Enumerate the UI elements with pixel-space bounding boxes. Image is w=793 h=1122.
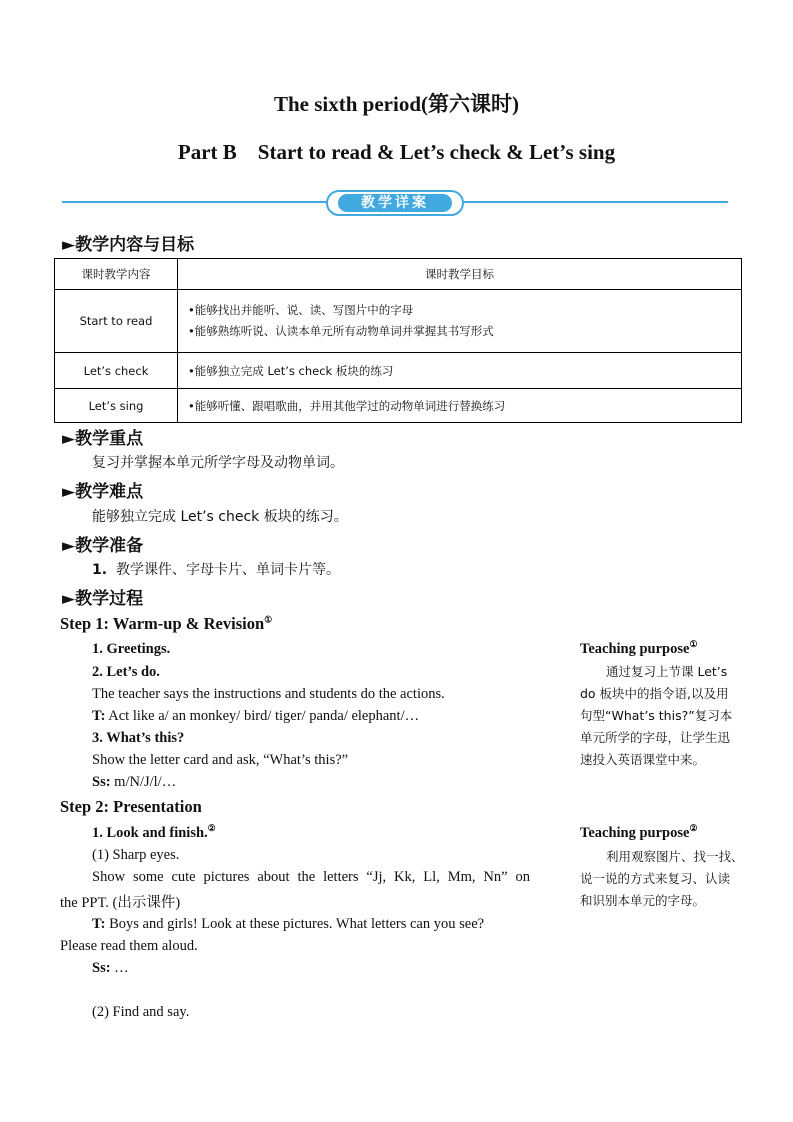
side-note-2-title [580, 823, 698, 842]
side-note-line: 利用观察图片、找一找、 [606, 849, 744, 864]
side-note-1-title [580, 639, 698, 658]
preparation-items: 教学课件、字母卡片、单词卡片等。 [115, 562, 340, 578]
speaker-text: Act like a/ an monkey/ bird/ tiger/ panda/ elephant/… [105, 708, 420, 724]
side-note-line: 速投入英语课堂中来。 [580, 752, 706, 767]
preparation-text [92, 559, 340, 579]
table-row [55, 290, 742, 353]
step2-title: Step 2: Presentation [60, 797, 202, 816]
speaker-label: T: [92, 916, 106, 932]
side-note-2-body [580, 846, 750, 912]
step2-find-say: (2) Find and say. [92, 1004, 190, 1020]
goal-line: •能够找出并能听、说、读、写图片中的字母 [188, 303, 414, 317]
speaker-text: Boys and girls! Look at these pictures. What letters can you see? [105, 916, 485, 932]
footnote-mark: ② [689, 823, 698, 833]
side-note-line: 和识别本单元的字母。 [580, 893, 706, 908]
footnote-mark: ① [689, 639, 698, 649]
step1-item-lets-do: 2. Let’s do. [92, 664, 160, 680]
footnote-mark: ① [264, 614, 273, 625]
section-banner [326, 190, 464, 216]
section-process: ►教学过程 [62, 589, 144, 609]
difficult-points-text: 能够独立完成 Let’s check 板块的练习。 [92, 509, 348, 525]
step2-ppt: the PPT. (出示课件) [60, 895, 181, 911]
step1-students-line [92, 774, 176, 791]
step2-item-text: 1. Look and finish. [92, 824, 208, 841]
goal-line: •能够熟练听说、认读本单元所有动物单词并掌握其书写形式 [188, 324, 494, 338]
table-cell-goals: •能够独立完成 Let’s check 板块的练习 [178, 353, 742, 389]
page-title: The sixth period(第六课时) [273, 92, 519, 116]
table-header-row [55, 259, 742, 290]
side-note-line: 说一说的方式来复习、认读 [580, 871, 731, 886]
objectives-table [54, 258, 742, 423]
step1-item-greetings: 1. Greetings. [92, 641, 171, 657]
speaker-label: Ss: [92, 774, 111, 790]
side-note-1-body [580, 661, 750, 771]
step2-sharp-eyes: (1) Sharp eyes. [92, 847, 180, 863]
step1-teacher-line [92, 708, 419, 725]
step1-title [60, 614, 272, 634]
section-key-points: ►教学重点 [62, 429, 144, 449]
preparation-number: 1. [92, 562, 108, 578]
step2-item-look-finish [92, 823, 216, 842]
side-note-title-text: Teaching purpose [580, 824, 690, 841]
banner-label: 教学详案 [338, 194, 452, 212]
banner-line-right [462, 201, 728, 203]
step2-students-line [92, 960, 129, 977]
page-subtitle: Part B Start to read & Let’s check & Let’s sing [177, 140, 616, 164]
step1-title-text: Step 1: Warm-up & Revision [60, 614, 265, 633]
side-note-line: do 板块中的指令语,以及用 [580, 686, 729, 701]
side-note-line: 单元所学的字母，让学生迅 [580, 730, 731, 745]
table-cell-item: Start to read [55, 290, 178, 353]
step1-item-whats-this: 3. What’s this? [92, 730, 185, 746]
step2-read-aloud: Please read them aloud. [60, 938, 198, 954]
table-row [55, 389, 742, 423]
table-header-content: 课时教学内容 [55, 259, 178, 290]
step1-instructions: The teacher says the instructions and students do the actions. [92, 686, 445, 702]
table-cell-goals: •能够听懂、跟唱歌曲，并用其他学过的动物单词进行替换练习 [178, 389, 742, 423]
table-cell-goals [178, 290, 742, 353]
step2-teacher-line [92, 916, 484, 933]
key-points-text: 复习并掌握本单元所学字母及动物单词。 [92, 455, 344, 471]
speaker-label: T: [92, 708, 106, 724]
banner-line-left [62, 201, 328, 203]
speaker-label: Ss: [92, 960, 111, 976]
side-note-title-text: Teaching purpose [580, 640, 690, 657]
table-cell-item: Let’s check [55, 353, 178, 389]
section-content-goals: ►教学内容与目标 [62, 235, 195, 255]
table-row [55, 353, 742, 389]
section-preparation: ►教学准备 [62, 536, 144, 556]
side-note-line: 通过复习上节课 Let’s [606, 664, 728, 679]
step2-show-pictures: Show some cute pictures about the letters “Jj, Kk, Ll, Mm, Nn” on [92, 869, 530, 885]
side-note-line: 句型“What’s this?”复习本 [580, 708, 733, 723]
section-difficult-points: ►教学难点 [62, 482, 144, 502]
table-header-goals: 课时教学目标 [178, 259, 742, 290]
table-cell-item: Let’s sing [55, 389, 178, 423]
footnote-mark: ② [207, 823, 216, 833]
speaker-text: m/N/J/l/… [110, 774, 177, 790]
step1-show-card: Show the letter card and ask, “What’s this?” [92, 752, 349, 768]
speaker-text: … [110, 960, 129, 976]
